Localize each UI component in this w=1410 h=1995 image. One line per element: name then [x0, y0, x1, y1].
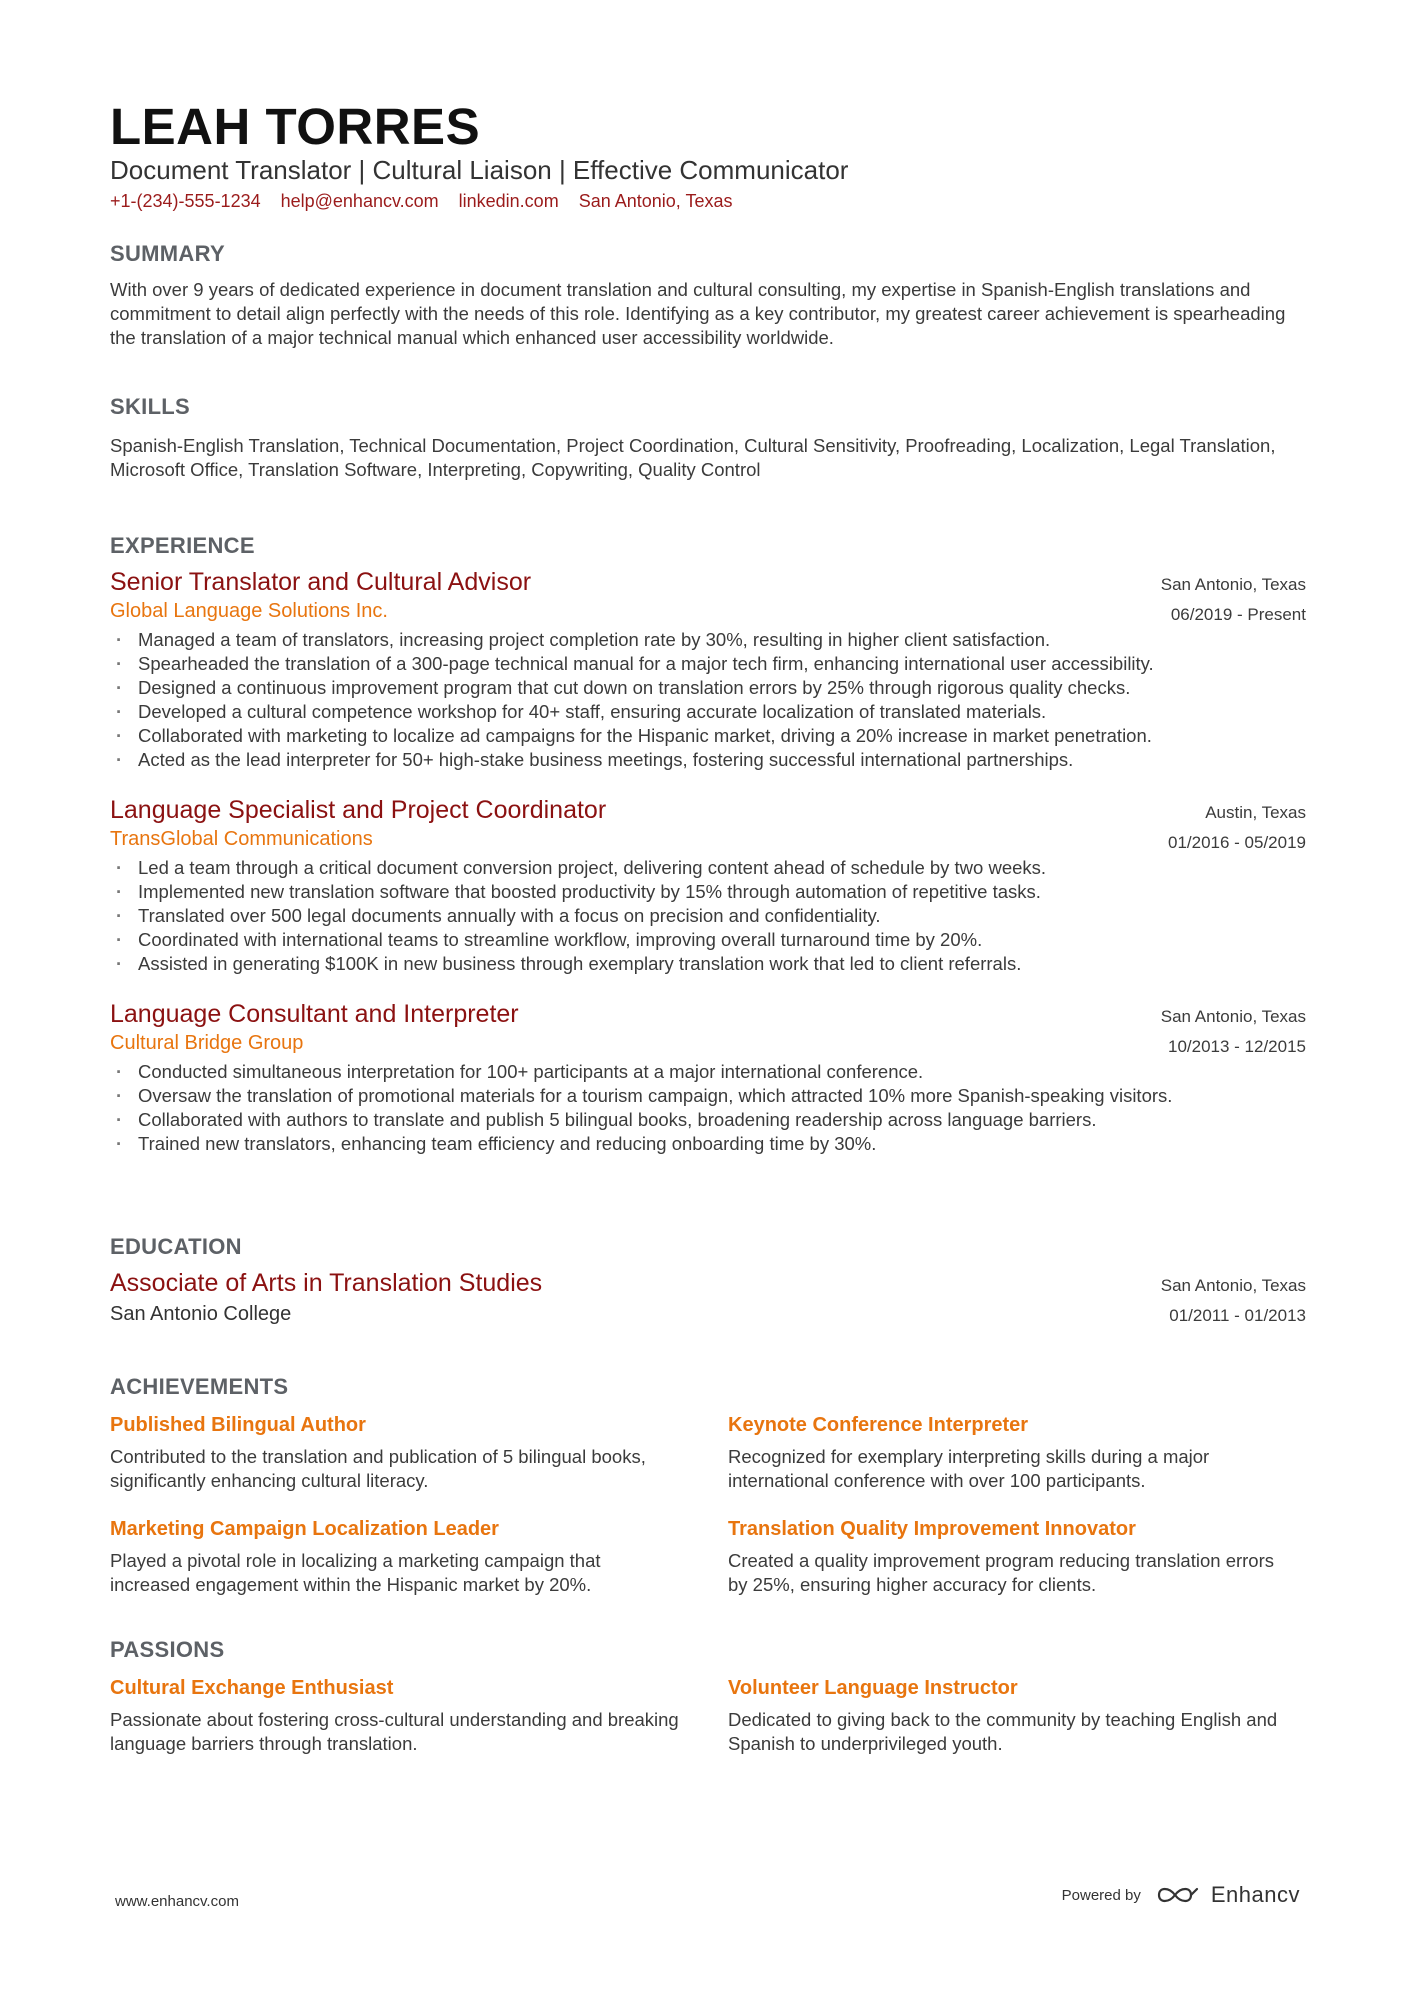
- job-meta: [1161, 570, 1306, 630]
- job-title: Language Specialist and Project Coordinator: [110, 796, 607, 824]
- job-bullet: · Led a team through a critical document conversion project, delivering content ahead of schedule by two weeks.: [110, 856, 1306, 880]
- achievement-item: [728, 1515, 1306, 1597]
- enhancv-logo-icon: [1155, 1883, 1201, 1907]
- job-bullet: · Coordinated with international teams to streamline workflow, improving overall turnaround time by 20%.: [110, 928, 1306, 952]
- achievements-heading: ACHIEVEMENTS: [110, 1374, 289, 1399]
- education-degree: Associate of Arts in Translation Studies: [110, 1269, 543, 1297]
- achievement-title: Marketing Campaign Localization Leader: [110, 1518, 499, 1540]
- summary-text: With over 9 years of dedicated experience in document translation and cultural consulting, my expertise in Spanish-English translations and commitment to detail align perfectly with the needs of this role. Identifying as a key contributor, my greatest career achievement is spearheading the translation of a major technical manual which enhanced user accessibility worldwide.: [110, 279, 1286, 348]
- job-location: San Antonio, Texas: [1160, 1007, 1306, 1026]
- achievement-item: [110, 1515, 728, 1597]
- job-bullet: · Collaborated with marketing to localize ad campaigns for the Hispanic market, driving a 20% increase in market penetration.: [110, 724, 1306, 748]
- job-company: Cultural Bridge Group: [110, 1032, 304, 1054]
- passion-desc: Dedicated to giving back to the community by teaching English and Spanish to underprivileged youth.: [728, 1709, 1278, 1754]
- education-dates: 01/2011 - 01/2013: [1169, 1306, 1306, 1325]
- education-meta: [1161, 1271, 1306, 1331]
- achievement-item: [110, 1411, 728, 1493]
- passions-grid: [110, 1674, 1306, 1756]
- job-company: TransGlobal Communications: [110, 828, 373, 850]
- job-bullet: · Spearheaded the translation of a 300-page technical manual for a major tech firm, enhancing international user accessibility.: [110, 652, 1306, 676]
- passion-desc: Passionate about fostering cross-cultural understanding and breaking language barriers through translation.: [110, 1709, 679, 1754]
- enhancv-logo[interactable]: [1155, 1882, 1300, 1908]
- contact-linkedin[interactable]: linkedin.com: [458, 191, 559, 211]
- job-location: Austin, Texas: [1205, 803, 1306, 822]
- contact-phone[interactable]: +1-(234)-555-1234: [110, 191, 261, 211]
- contact-email[interactable]: help@enhancv.com: [280, 191, 439, 211]
- job-dates: 06/2019 - Present: [1170, 605, 1306, 624]
- job-company: Global Language Solutions Inc.: [110, 600, 388, 622]
- contact-bar: [110, 189, 732, 213]
- candidate-name: LEAH TORRES: [110, 98, 481, 155]
- candidate-headline: Document Translator | Cultural Liaison | Effective Communicator: [110, 155, 849, 185]
- achievement-title: Translation Quality Improvement Innovator: [728, 1518, 1136, 1540]
- enhancv-wordmark: Enhancv: [1210, 1882, 1300, 1907]
- achievement-desc: Contributed to the translation and publication of 5 bilingual books, significantly enhancing cultural literacy.: [110, 1446, 646, 1491]
- job-entry: [110, 998, 1306, 1156]
- job-bullet: · Implemented new translation software that boosted productivity by 15% through automation of repetitive tasks.: [110, 880, 1306, 904]
- job-bullet: · Collaborated with authors to translate and publish 5 bilingual books, broadening readership across language barriers.: [110, 1108, 1250, 1132]
- job-entry: [110, 794, 1306, 976]
- job-bullet: · Conducted simultaneous interpretation for 100+ participants at a major international conference.: [110, 1060, 1250, 1084]
- achievement-item: [728, 1411, 1306, 1493]
- experience-heading: EXPERIENCE: [110, 533, 255, 558]
- job-bullet: · Translated over 500 legal documents annually with a focus on precision and confidentiality.: [110, 904, 1306, 928]
- job-bullet: · Acted as the lead interpreter for 50+ high-stake business meetings, fostering successful international partnerships.: [110, 748, 1306, 772]
- education-location: San Antonio, Texas: [1160, 1276, 1306, 1295]
- powered-by-label: Powered by: [1061, 1886, 1141, 1904]
- footer-branding: [1062, 1882, 1300, 1908]
- job-bullets: [110, 628, 1306, 772]
- job-title: Language Consultant and Interpreter: [110, 1000, 519, 1028]
- passion-item: [110, 1674, 728, 1756]
- achievement-desc: Played a pivotal role in localizing a marketing campaign that increased engagement within the Hispanic market by 20%.: [110, 1550, 601, 1595]
- contact-location: San Antonio, Texas: [578, 191, 733, 211]
- job-dates: 10/2013 - 12/2015: [1167, 1037, 1306, 1056]
- footer-website[interactable]: www.enhancv.com: [115, 1893, 239, 1910]
- passion-item: [728, 1674, 1306, 1756]
- job-meta: [1161, 1002, 1306, 1062]
- skills-heading: SKILLS: [110, 394, 191, 419]
- passion-title: Cultural Exchange Enthusiast: [110, 1677, 394, 1699]
- job-location: San Antonio, Texas: [1160, 575, 1306, 594]
- job-dates: 01/2016 - 05/2019: [1167, 833, 1306, 852]
- job-bullet: · Managed a team of translators, increasing project completion rate by 30%, resulting in higher client satisfaction.: [110, 628, 1306, 652]
- education-entry: [110, 1267, 1306, 1329]
- job-bullet: · Oversaw the translation of promotional materials for a tourism campaign, which attracted 10% more Spanish-speaking visitors.: [110, 1084, 1250, 1108]
- job-bullets: [110, 1060, 1250, 1156]
- passions-heading: PASSIONS: [110, 1637, 225, 1662]
- education-school: San Antonio College: [110, 1303, 292, 1325]
- achievement-title: Keynote Conference Interpreter: [728, 1414, 1029, 1436]
- job-entry: [110, 566, 1306, 772]
- passion-title: Volunteer Language Instructor: [728, 1677, 1018, 1699]
- education-heading: EDUCATION: [110, 1234, 242, 1259]
- job-bullets: [110, 856, 1306, 976]
- summary-heading: SUMMARY: [110, 241, 225, 266]
- job-meta: [1168, 798, 1306, 858]
- achievement-title: Published Bilingual Author: [110, 1414, 366, 1436]
- job-bullet: · Trained new translators, enhancing team efficiency and reducing onboarding time by 30%.: [110, 1132, 1250, 1156]
- achievement-desc: Recognized for exemplary interpreting skills during a major international conference with over 100 participants.: [728, 1446, 1210, 1491]
- job-bullet: · Assisted in generating $100K in new business through exemplary translation work that led to client referrals.: [110, 952, 1306, 976]
- achievements-grid: [110, 1411, 1306, 1597]
- job-bullet: · Designed a continuous improvement program that cut down on translation errors by 25% through rigorous quality checks.: [110, 676, 1306, 700]
- skills-text: Spanish-English Translation, Technical Documentation, Project Coordination, Cultural Sensitivity, Proofreading, Localization, Legal Translation, Microsoft Office, Translation Software, Interpreting, Copywriting, Quality Control: [110, 435, 1276, 480]
- achievement-desc: Created a quality improvement program reducing translation errors by 25%, ensuring higher accuracy for clients.: [728, 1550, 1275, 1595]
- job-bullet: · Developed a cultural competence workshop for 40+ staff, ensuring accurate localization of translated materials.: [110, 700, 1306, 724]
- job-title: Senior Translator and Cultural Advisor: [110, 568, 532, 596]
